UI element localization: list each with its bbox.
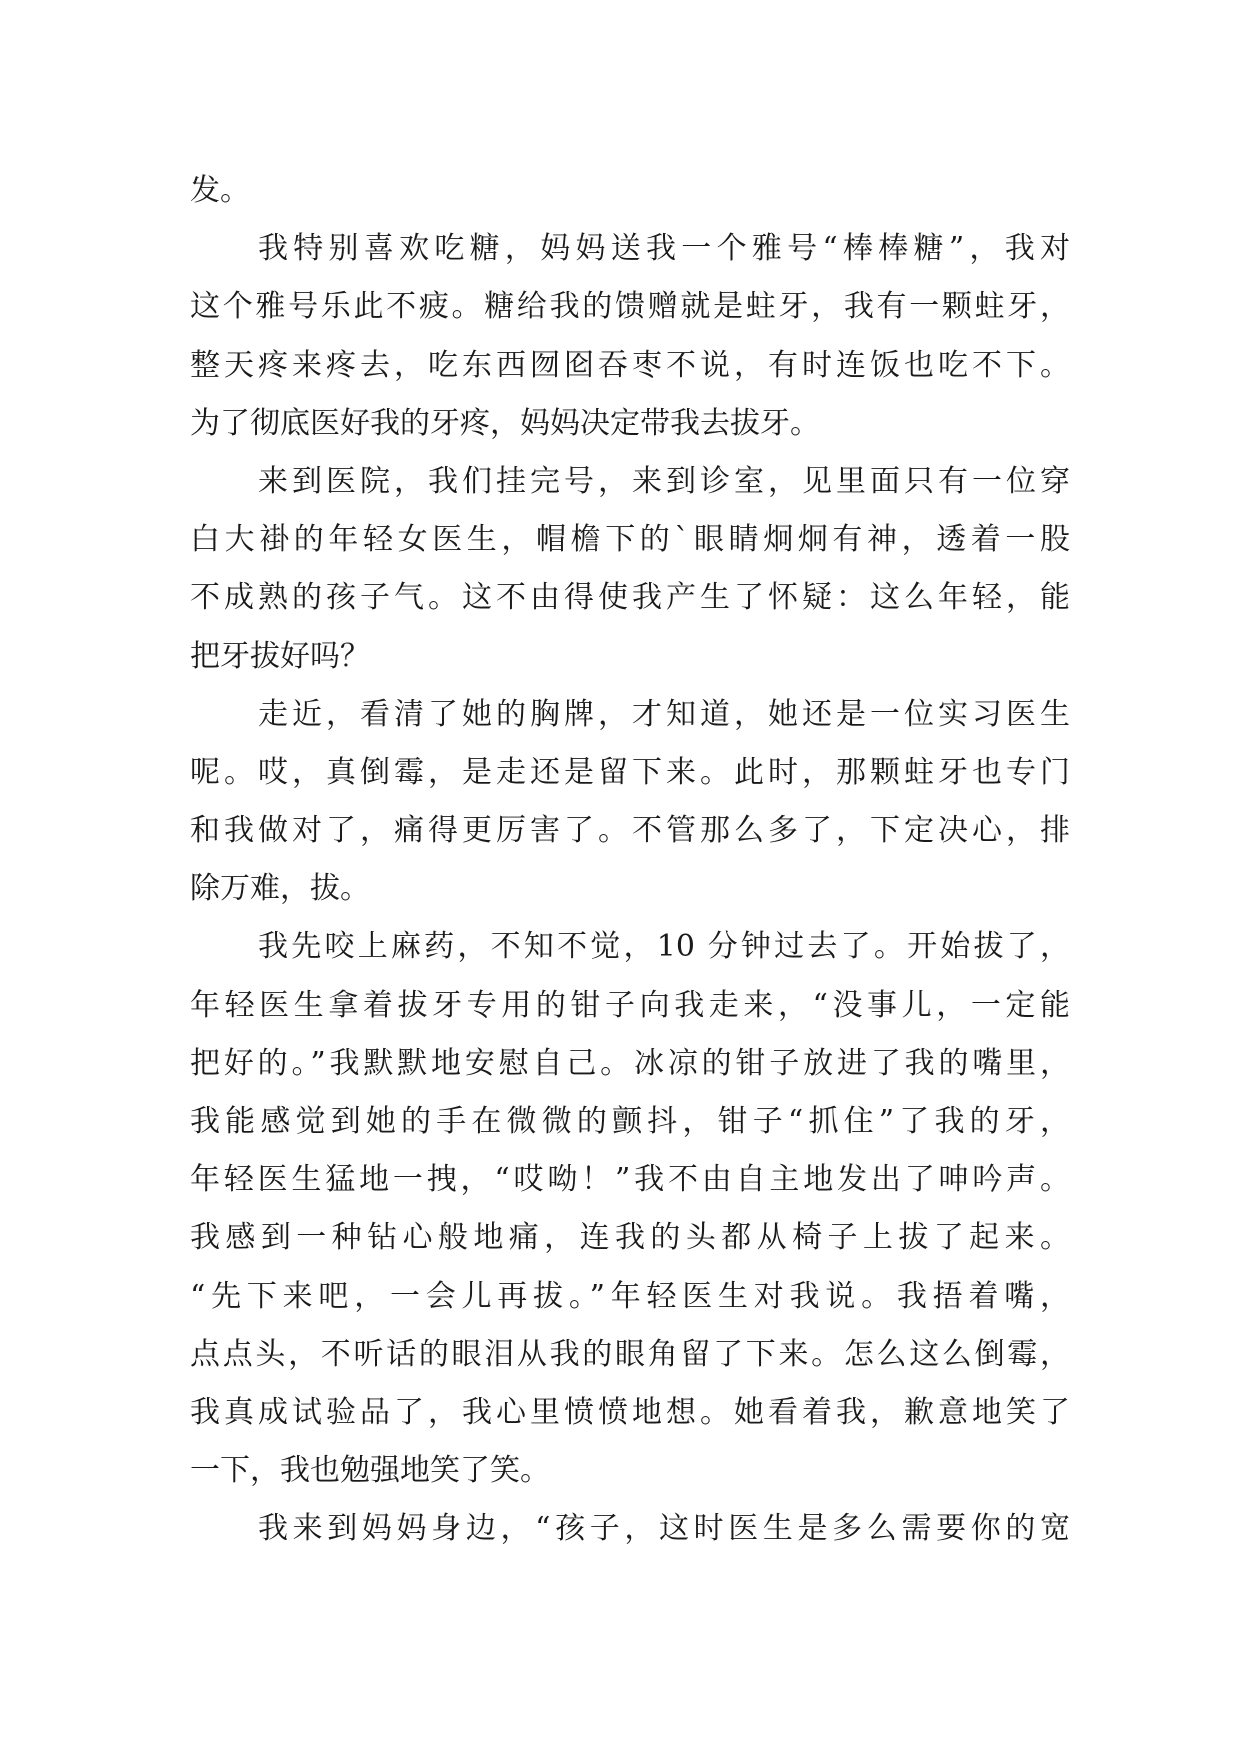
document-page <box>190 162 1070 1559</box>
text-line: “先下来吧，一会儿再拔。”年轻医生对我说。我捂着嘴， <box>190 1278 1070 1314</box>
text-line: 把好的。”我默默地安慰自己。冰凉的钳子放进了我的嘴里， <box>190 1045 1070 1081</box>
text-line: 走近，看清了她的胸牌，才知道，她还是一位实习医生 <box>258 696 1070 732</box>
text-line: 为了彻底医好我的牙疼，妈妈决定带我去拔牙。 <box>190 405 820 441</box>
text-line: 整天疼来疼去，吃东西囫囵吞枣不说，有时连饭也吃不下。 <box>190 347 1070 383</box>
text-line: 和我做对了，痛得更厉害了。不管那么多了，下定决心，排 <box>190 813 1070 849</box>
text-line: 白大褂的年轻女医生，帽檐下的`眼睛炯炯有神，透着一股 <box>190 522 1070 558</box>
text-line: 点点头，不听话的眼泪从我的眼角留了下来。怎么这么倒霉， <box>190 1336 1070 1372</box>
text-line: 呢。哎，真倒霉，是走还是留下来。此时，那颗蛀牙也专门 <box>190 754 1070 790</box>
text-line: 一下，我也勉强地笑了笑。 <box>190 1453 550 1489</box>
text-line: 除万难，拔。 <box>190 871 370 907</box>
text-line: 我特别喜欢吃糖，妈妈送我一个雅号“棒棒糖”，我对 <box>258 231 1070 267</box>
text-line: 我真成试验品了，我心里愤愤地想。她看着我，歉意地笑了 <box>190 1394 1070 1430</box>
text-line: 年轻医生拿着拔牙专用的钳子向我走来，“没事儿，一定能 <box>190 987 1070 1023</box>
text-line: 把牙拔好吗？ <box>190 638 370 674</box>
text-line: 来到医院，我们挂完号，来到诊室，见里面只有一位穿 <box>258 463 1070 499</box>
text-line: 我来到妈妈身边，“孩子，这时医生是多么需要你的宽 <box>258 1511 1070 1547</box>
text-line: 不成熟的孩子气。这不由得使我产生了怀疑：这么年轻，能 <box>190 580 1070 616</box>
text-line: 这个雅号乐此不疲。糖给我的馈赠就是蛀牙，我有一颗蛀牙， <box>190 289 1070 325</box>
text-line: 我感到一种钻心般地痛，连我的头都从椅子上拔了起来。 <box>190 1220 1070 1256</box>
text-line: 年轻医生猛地一拽，“哎呦！”我不由自主地发出了呻吟声。 <box>190 1162 1070 1198</box>
text-line: 发。 <box>190 173 250 208</box>
text-line: 我先咬上麻药，不知不觉，10 分钟过去了。开始拔了， <box>258 929 1070 965</box>
text-line: 我能感觉到她的手在微微的颤抖，钳子“抓住”了我的牙， <box>190 1104 1070 1139</box>
